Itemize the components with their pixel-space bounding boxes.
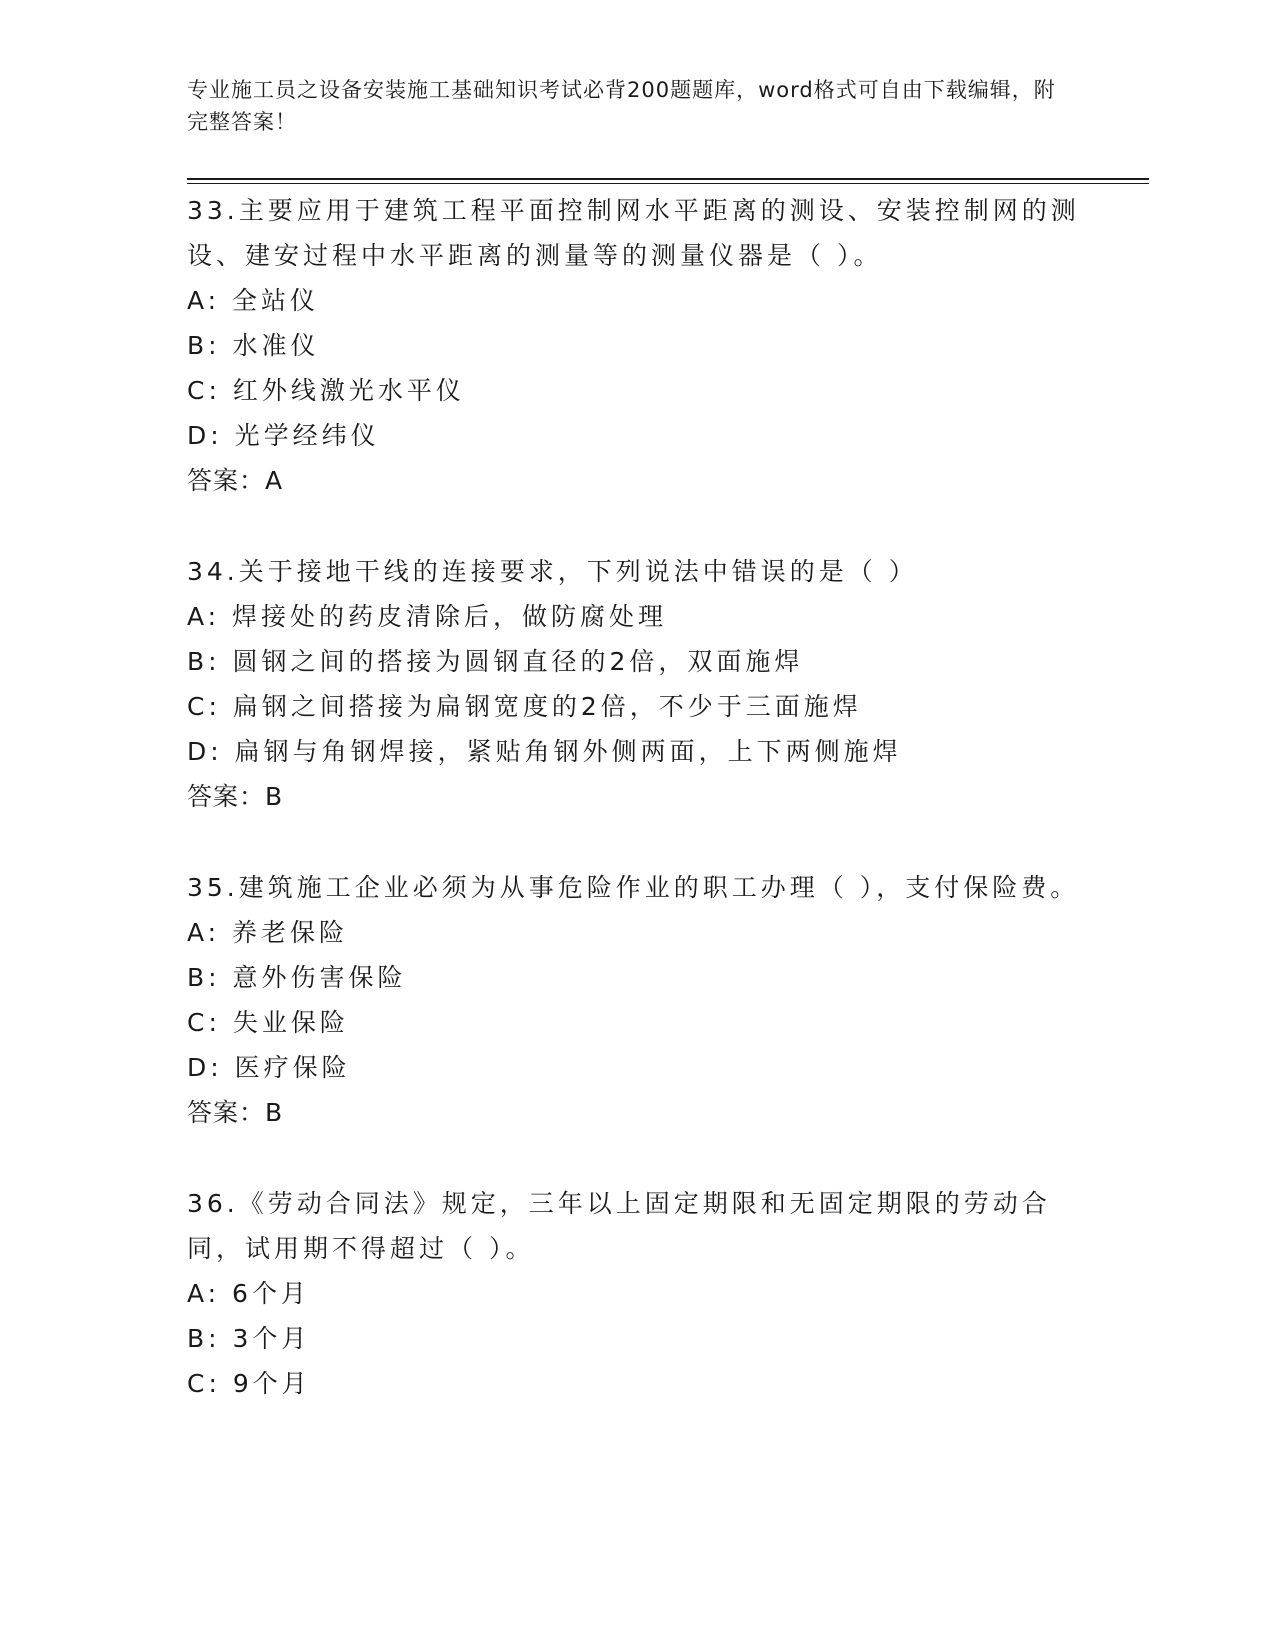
option-c: C: 扁钢之间搭接为扁钢宽度的2倍，不少于三面施焊 (187, 692, 862, 721)
option-b: B: 圆钢之间的搭接为圆钢直径的2倍，双面施焊 (187, 647, 804, 676)
question-33 (187, 188, 1087, 503)
option-c: C: 9个月 (187, 1369, 311, 1398)
question-35 (187, 865, 1087, 1135)
answer-line: 答案：B (187, 1098, 284, 1127)
question-stem: 36.《劳动合同法》规定，三年以上固定期限和无固定期限的劳动合同，试用期不得超过（ ）。 (187, 1189, 1051, 1263)
answer-line: 答案：B (187, 782, 284, 811)
question-36 (187, 1181, 1087, 1406)
option-b: B: 3个月 (187, 1324, 311, 1353)
option-d: D: 光学经纬仪 (187, 421, 380, 450)
option-a: A: 全站仪 (187, 286, 320, 315)
question-stem: 35.建筑施工企业必须为从事危险作业的职工办理（ ），支付保险费。 (187, 873, 1080, 902)
option-a: A: 焊接处的药皮清除后，做防腐处理 (187, 602, 668, 631)
question-list (187, 188, 1087, 1452)
option-b: B: 意外伤害保险 (187, 963, 407, 992)
option-a: A: 6个月 (187, 1279, 310, 1308)
option-c: C: 红外线激光水平仪 (187, 376, 465, 405)
answer-line: 答案：A (187, 466, 284, 495)
option-c: C: 失业保险 (187, 1008, 349, 1037)
question-stem: 33.主要应用于建筑工程平面控制网水平距离的测设、安装控制网的测设、建安过程中水平距离的测量等的测量仪器是（ ）。 (187, 196, 1080, 270)
question-stem: 34.关于接地干线的连接要求，下列说法中错误的是（ ） (187, 557, 918, 586)
header-divider-thin (187, 183, 1149, 184)
document-header: 专业施工员之设备安装施工基础知识考试必背200题题库，word格式可自由下载编辑，附完整答案！ (187, 78, 1056, 134)
question-34 (187, 549, 1087, 819)
option-a: A: 养老保险 (187, 918, 349, 947)
header-divider (187, 178, 1149, 180)
option-d: D: 医疗保险 (187, 1053, 351, 1082)
option-d: D: 扁钢与角钢焊接，紧贴角钢外侧两面，上下两侧施焊 (187, 737, 902, 766)
option-b: B: 水准仪 (187, 331, 320, 360)
